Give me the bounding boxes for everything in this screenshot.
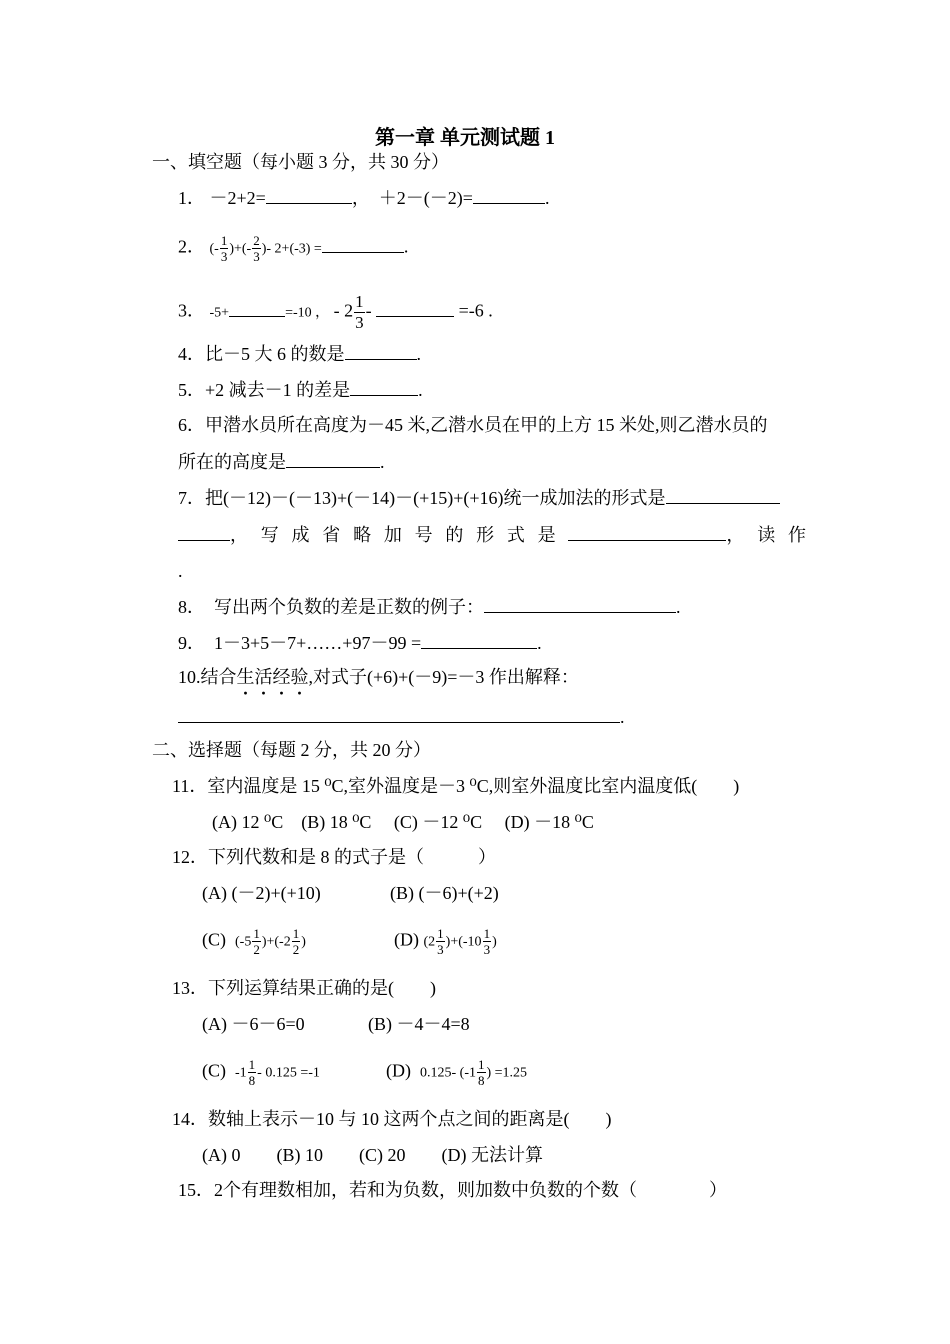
fraction: $\frac{1}{3}$ [220,233,228,264]
q13-option-b: (B) －4－4=8 [368,1014,470,1034]
fraction: $\frac{1}{2}$ [292,926,300,957]
q2-expr: (- [209,241,219,257]
q13-option-a: (A) －6－6=0 [202,1014,305,1034]
question-13: 13．下列运算结果正确的是( ) [172,978,436,998]
q2-expr: )- 2+(-3) = [261,241,322,257]
question-12: 12．下列代数和是 8 的式子是（ ） [172,847,496,867]
question-10-answer-line: . [178,705,625,729]
q1-end: . [544,188,550,208]
fraction: $\frac{1}{8}$ [478,1057,485,1088]
answer-blank[interactable] [666,487,780,504]
answer-blank[interactable] [376,300,454,317]
question-4: 4．比－5 大 6 的数是 . [178,344,421,364]
q3-expr: - [365,300,372,321]
answer-blank[interactable] [266,187,352,204]
question-8: 8． 写出两个负数的差是正数的例子： . [178,597,681,617]
answer-blank[interactable] [286,451,380,468]
question-1 [178,186,549,210]
q13-option-c: (C) -1 $\frac{1}{8}$ - 0.125 =-1 [202,1057,320,1088]
answer-blank[interactable] [421,632,537,649]
section-heading-fill-in: 一、填空题（每小题 3 分，共 30 分） [152,152,449,172]
q2-number: 2． [178,236,205,257]
fraction: $\frac{1}{2}$ [253,926,260,957]
q12-option-c: (C) (-5 $\frac{1}{2}$ )+(-2 $\frac{1}{2}$ ) [202,926,306,957]
q2-expr: )+(- [229,241,252,257]
question-14-options: (A) 0 (B) 10 (C) 20 (D) 无法计算 [202,1145,543,1165]
answer-blank[interactable] [473,187,545,204]
question-3 [178,292,493,333]
answer-blank[interactable] [229,300,285,317]
q12-option-b: (B) (－6)+(+2) [390,883,499,903]
section-heading-multiple-choice: 二、选择题（每题 2 分，共 20 分） [152,740,431,760]
q13-option-d: (D) 0.125- (-1 $\frac{1}{8}$ ) =1.25 [386,1057,528,1088]
question-7-line-2: ， 写 成 省 略 加 号 的 形 式 是 ， 读 作 [178,523,806,547]
answer-blank[interactable] [178,524,230,541]
fraction: $\frac{1}{3}$ [437,926,444,957]
q12-option-a: (A) (－2)+(+10) [202,883,321,903]
answer-blank[interactable] [568,524,726,541]
answer-blank[interactable] [484,596,676,613]
question-2 [178,233,408,264]
q3-expr: =-6 . [458,300,493,321]
answer-blank[interactable] [322,236,404,253]
answer-blank[interactable] [178,706,620,723]
question-6-line-2: 所在的高度是 . [178,452,385,472]
question-6-line-1: 6．甲潜水员所在高度为－45 米,乙潜水员在甲的上方 15 米处,则乙潜水员的 [178,415,768,435]
question-15: 15．2个有理数相加，若和为负数，则加数中负数的个数（ ） [178,1180,727,1200]
answer-blank[interactable] [350,379,418,396]
fraction: $\frac{1}{3}$ [355,292,364,332]
page-title: 第一章 单元测试题 1 [375,127,555,149]
fraction: $\frac{2}{3}$ [253,233,260,264]
question-9: 9． 1－3+5－7+……+97－99 = . [178,633,542,653]
question-11: 11．室内温度是 15 ⁰C,室外温度是－3 ⁰C,则室外温度比室内温度低( ) [172,776,740,796]
q1-number: 1． [178,188,205,208]
q3-expr: -5+ [209,305,230,321]
q2-end: . [403,236,409,257]
q1-expr-a: －2+2= [209,188,266,208]
fraction: $\frac{1}{3}$ [483,926,491,957]
question-10: 10.结合生活经验,对式子(+6)+(－9)=－3 作出解释： [178,667,579,687]
question-7-line-3: . [178,561,183,581]
q3-number: 3． [178,300,205,321]
q3-expr: =-10 ， [285,305,330,321]
q12-option-d: (D) (2 $\frac{1}{3}$ )+(-10 $\frac{1}{3}$ ) [394,926,497,957]
q3-expr: - 2 [333,300,354,321]
question-5: 5．+2 减去－1 的差是 . [178,380,423,400]
fraction: $\frac{1}{8}$ [248,1057,256,1088]
question-14: 14．数轴上表示－10 与 10 这两个点之间的距离是( ) [172,1109,612,1129]
question-11-options: (A) 12 ⁰C (B) 18 ⁰C (C) －12 ⁰C (D) －18 ⁰C [212,812,594,832]
answer-blank[interactable] [345,343,417,360]
question-7-line-1: 7．把(－12)－(－13)+(－14)－(+15)+(+16)统一成加法的形式是 [178,486,780,510]
q1-expr-b: ， ＋2－(－2)= [351,188,473,208]
